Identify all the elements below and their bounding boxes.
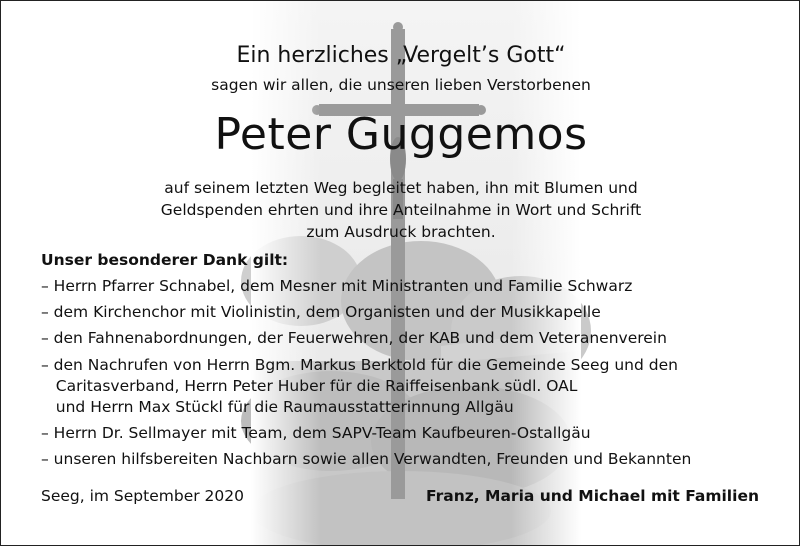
thanks-item-continued: Caritasverband, Herrn Peter Huber für die Raiffeisenbank südl. OAL [41,377,578,395]
thanks-item: – dem Kirchenchor mit Violinistin, dem Organisten und der Musikkapelle [41,303,601,321]
body-line: auf seinem letzten Weg begleitet haben, ihn mit Blumen und [164,179,638,197]
thanks-item: – Herrn Pfarrer Schnabel, dem Mesner mit Ministranten und Familie Schwarz [41,277,633,295]
body-line: zum Ausdruck brachten. [306,223,496,241]
subheading: sagen wir allen, die unseren lieben Verstorbenen [211,76,591,94]
signature: Franz, Maria und Michael mit Familien [426,487,759,505]
heading: Ein herzliches „Vergelt’s Gott“ [236,43,566,68]
place-date: Seeg, im September 2020 [41,487,244,505]
thanks-item: – den Fahnenabordnungen, der Feuerwehren, der KAB und dem Veteranenverein [41,329,667,347]
thanks-item: – Herrn Dr. Sellmayer mit Team, dem SAPV-Team Kaufbeuren-Ostallgäu [41,424,591,442]
thanks-item: – unseren hilfsbereiten Nachbarn sowie allen Verwandten, Freunden und Bekannten [41,450,692,468]
thanks-item-continued: und Herrn Max Stückl für die Raumausstatterinnung Allgäu [41,398,514,416]
deceased-name: Peter Guggemos [214,109,588,160]
body-line: Geldspenden ehrten und ihre Anteilnahme in Wort und Schrift [160,201,642,219]
thanks-heading: Unser besonderer Dank gilt: [41,251,289,269]
thanks-item: – den Nachrufen von Herrn Bgm. Markus Berktold für die Gemeinde Seeg und den [41,356,678,374]
